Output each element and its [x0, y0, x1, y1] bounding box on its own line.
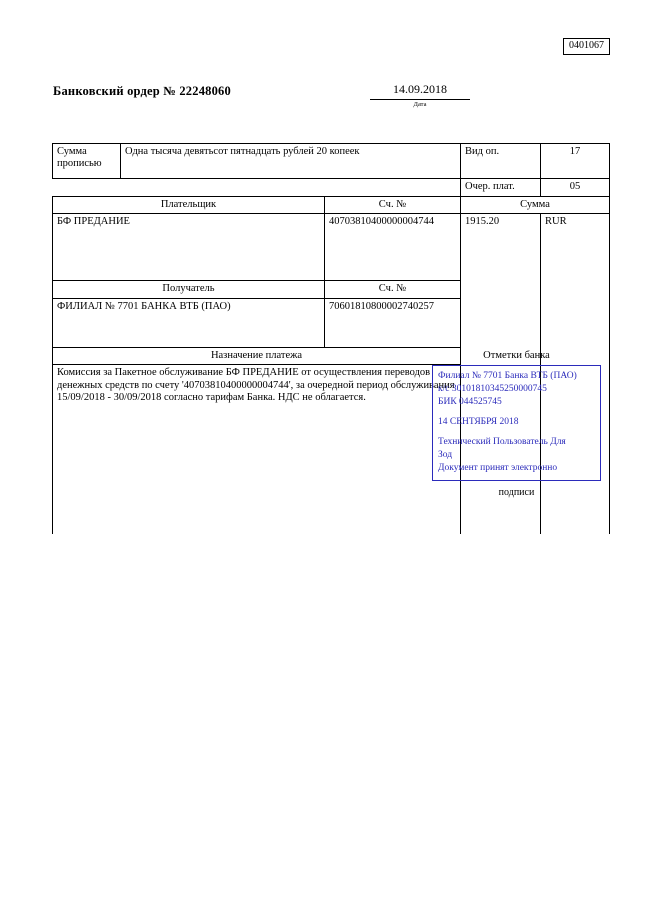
payer-name: БФ ПРЕДАНИЕ: [53, 214, 325, 281]
stamp-gap: [438, 409, 595, 416]
bank-marks-block: [424, 350, 609, 498]
table-row: [53, 144, 610, 179]
date-caption: Дата: [413, 101, 427, 108]
column-header-receiver: Получатель: [53, 281, 325, 299]
purpose-bottom-filler: [53, 534, 461, 564]
table-row: [53, 179, 610, 197]
stamp-gap: [438, 429, 595, 436]
stamp-bank-name: Филиал № 7701 Банка ВТБ (ПАО): [438, 371, 577, 381]
stamp-user-line2: Зод: [438, 450, 453, 460]
vid-op-label: Вид оп.: [461, 144, 541, 179]
purpose-text: Комиссия за Пакетное обслуживание БФ ПРЕДАНИЕ от осуществления переводов денежных средств по счету '40703810400000004744', за очередной период обслуживания 15/09/2018 - 30/09/2018 согласно тарифам Банка. НДС не облагается.: [53, 365, 461, 535]
table-row: [53, 214, 610, 281]
form-code-box: 0401067: [563, 38, 610, 55]
spacer-cell: [53, 179, 121, 197]
document-date-value: 14.09.2018: [393, 82, 447, 96]
bank-marks-header: Отметки банка: [483, 350, 550, 361]
stamp-corr-account: к/с 30101810345250000745: [438, 384, 547, 394]
ocher-plat-value: 05: [541, 179, 610, 197]
document-date-block: [370, 82, 470, 108]
signatures-label: подписи: [498, 487, 535, 498]
stamp-date: 14 СЕНТЯБРЯ 2018: [438, 417, 519, 427]
purpose-header: Назначение платежа: [53, 347, 461, 365]
table-row: [53, 534, 610, 564]
column-header-payer: Плательщик: [53, 196, 325, 214]
column-header-account: Сч. №: [325, 196, 461, 214]
receiver-account: 70601810800002740257: [325, 298, 461, 347]
stamp-user-line1: Технический Пользователь Для: [438, 437, 566, 447]
table-header-row: [53, 196, 610, 214]
column-header-amount: Сумма: [461, 196, 610, 214]
sum-words-value: Одна тысяча девятьсот пятнадцать рублей 20 копеек: [121, 144, 461, 179]
bank-stamp: [432, 365, 601, 481]
stamp-accepted: Документ принят электронно: [438, 463, 558, 473]
payer-account: 40703810400000004744: [325, 214, 461, 281]
currency-value: RUR: [541, 214, 610, 535]
document-title: Банковский ордер № 22248060: [53, 84, 231, 98]
bank-marks-bottom-filler: [461, 534, 610, 564]
amount-value: 1915.20: [461, 214, 541, 535]
receiver-name: ФИЛИАЛ № 7701 БАНКА ВТБ (ПАО): [53, 298, 325, 347]
spacer-cell: [121, 179, 461, 197]
stamp-bik: БИК 044525745: [438, 397, 502, 407]
sum-words-label: Сумма прописью: [53, 144, 121, 179]
column-header-receiver-account: Сч. №: [325, 281, 461, 299]
ocher-plat-label: Очер. плат.: [461, 179, 541, 197]
vid-op-value: 17: [541, 144, 610, 179]
